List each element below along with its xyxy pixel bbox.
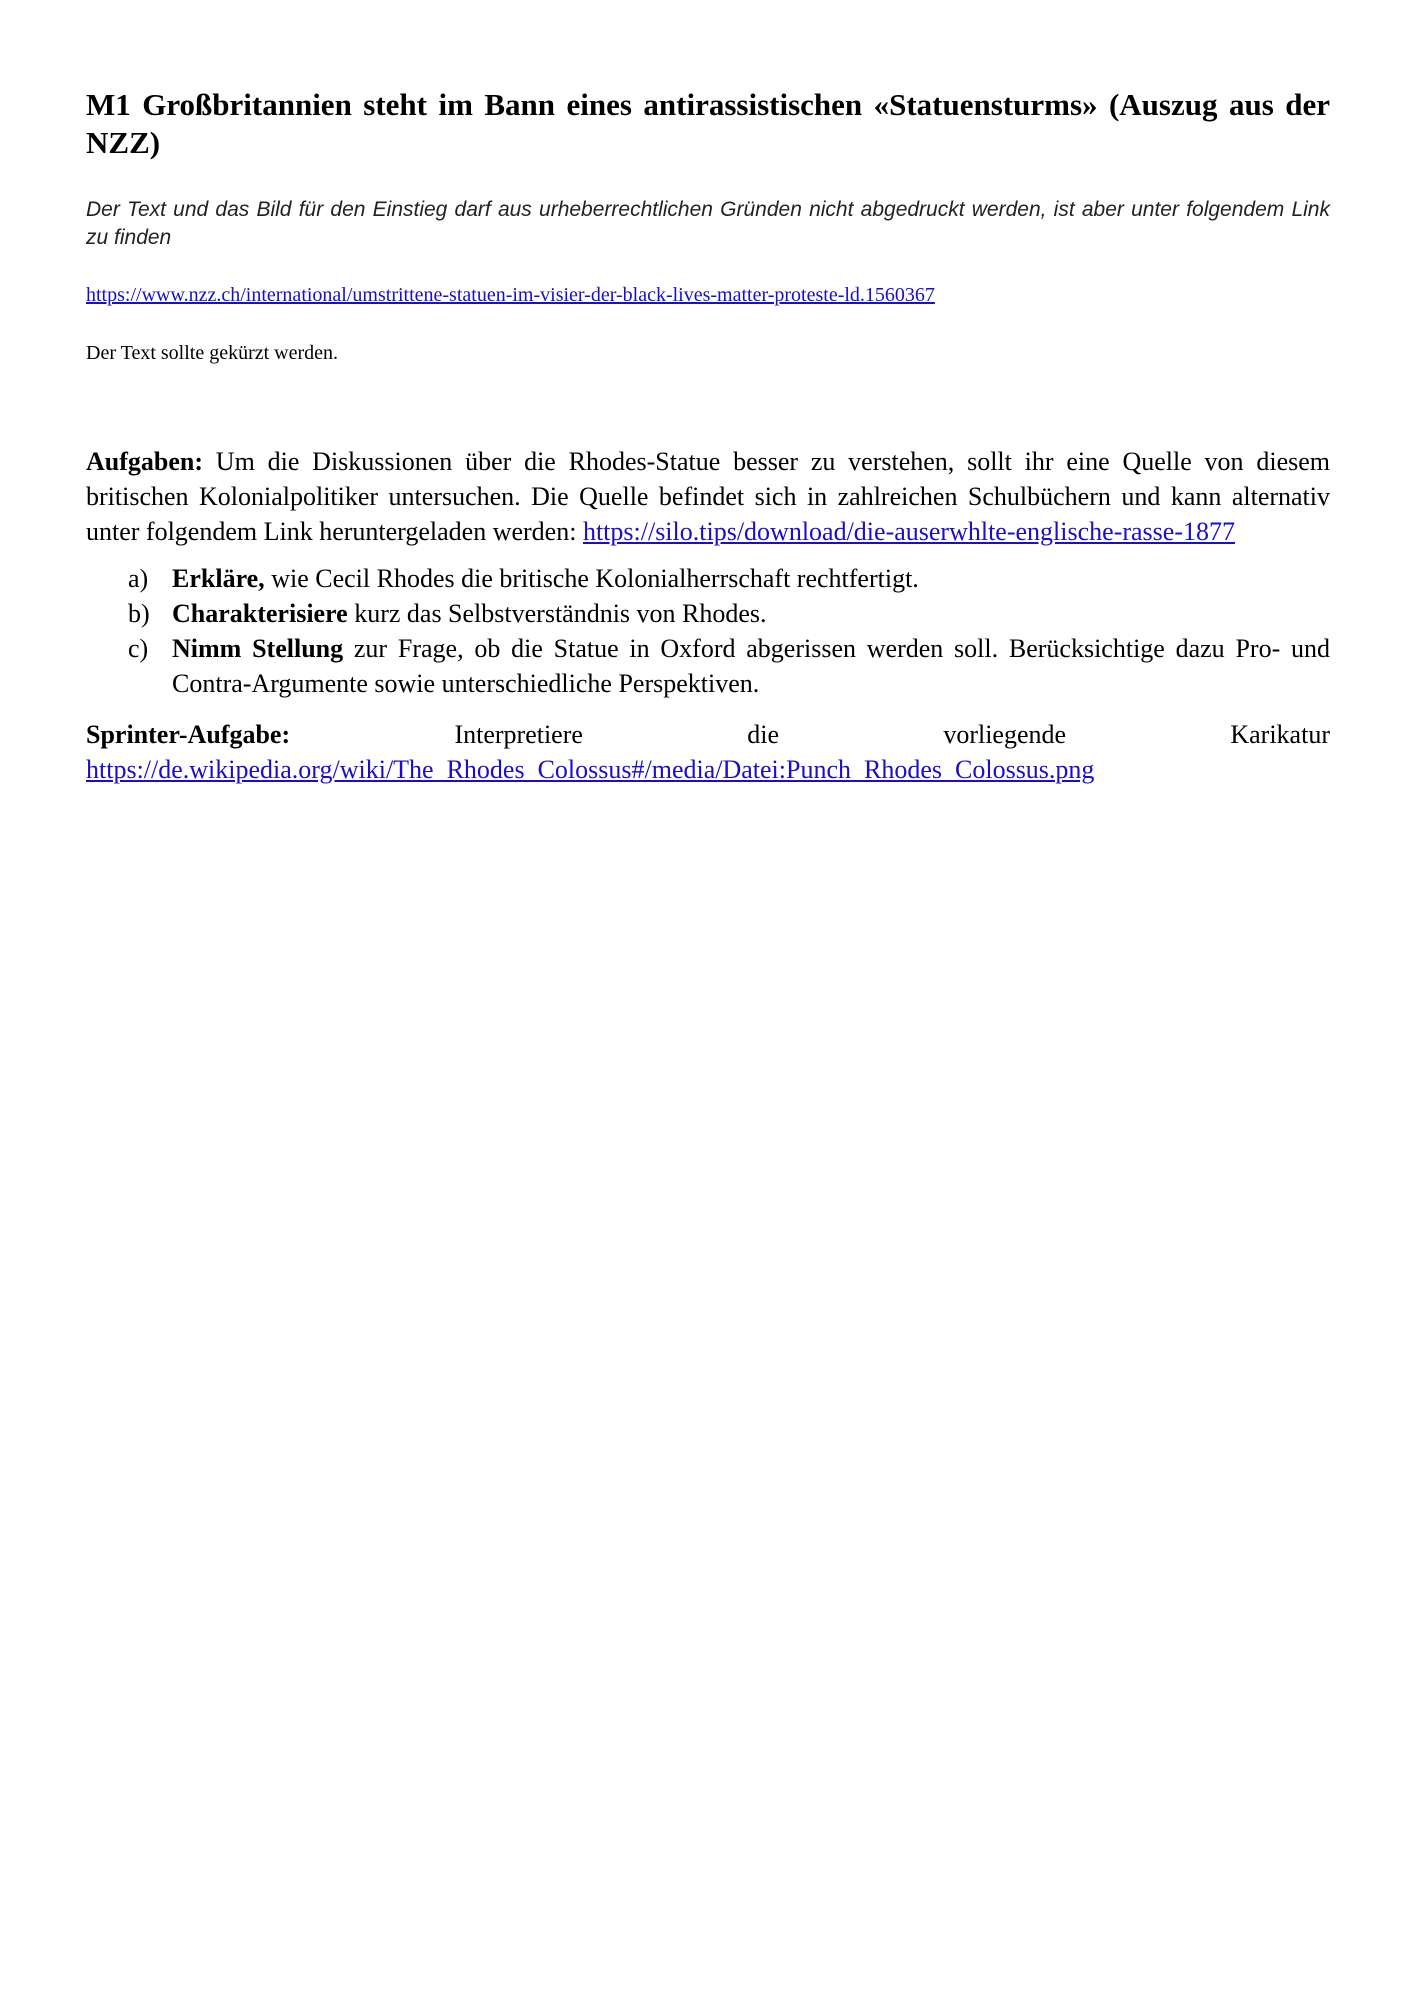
sprinter-word: vorliegende: [943, 720, 1067, 749]
sprinter-task: [86, 717, 1330, 787]
document-page: [86, 86, 1330, 787]
cartoon-link[interactable]: https://de.wikipedia.org/wiki/The_Rhodes_Colossus#/media/Datei:Punch_Rhodes_Colossus.png: [86, 755, 1095, 784]
list-marker: b): [128, 599, 150, 628]
sprinter-label: Sprinter-Aufgabe:: [86, 720, 291, 749]
sprinter-word: die: [747, 720, 779, 749]
list-item: [86, 561, 1330, 596]
list-item-text: [172, 631, 1330, 701]
page-title: M1 Großbritannien steht im Bann eines antirassistischen «Statuensturms» (Auszug aus der NZZ): [86, 87, 1330, 160]
task-verb: Nimm Stellung: [172, 634, 344, 663]
list-marker: c): [128, 634, 149, 663]
task-list: [86, 561, 1330, 701]
source-download-link[interactable]: https://silo.tips/download/die-auserwhlte-englische-rasse-1877: [582, 517, 1235, 546]
tasks-label: Aufgaben:: [86, 447, 204, 476]
list-marker: a): [128, 564, 149, 593]
task-verb: Erkläre,: [172, 564, 265, 593]
tasks-paragraph: [86, 444, 1330, 549]
task-text: kurz das Selbstverständnis von Rhodes.: [347, 599, 767, 628]
tasks-intro: Um die Diskussionen über die Rhodes-Statue besser zu verstehen, sollt ihr eine Quelle von diesem britischen Kolonialpolitiker untersuchen. Die Quelle befindet sich in zahlreichen Schulbüchern und kann alternativ unter folgendem Link heruntergeladen werden:: [86, 447, 1330, 546]
sprinter-row: [86, 717, 1330, 752]
task-text: zur Frage, ob die Statue in Oxford abgerissen werden soll. Berücksichtige dazu Pro- und Contra-Argumente sowie unterschiedliche Perspektiven.: [172, 634, 1331, 698]
list-item-text: [172, 561, 1330, 596]
sprinter-word: Karikatur: [1230, 720, 1330, 749]
list-item-text: [172, 596, 1330, 631]
nzz-article-link[interactable]: https://www.nzz.ch/international/umstrittene-statuen-im-visier-der-black-lives-matter-proteste-ld.1560367: [86, 284, 935, 306]
list-item: [86, 631, 1330, 701]
copyright-note: Der Text und das Bild für den Einstieg darf aus urheberrechtlichen Gründen nicht abgedruckt werden, ist aber unter folgendem Link zu finden: [86, 198, 1330, 249]
sprinter-word: Interpretiere: [454, 720, 583, 749]
list-item: [86, 596, 1330, 631]
shorten-note: Der Text sollte gekürzt werden.: [86, 342, 339, 364]
task-text: wie Cecil Rhodes die britische Kolonialherrschaft rechtfertigt.: [264, 564, 919, 593]
task-verb: Charakterisiere: [172, 599, 348, 628]
